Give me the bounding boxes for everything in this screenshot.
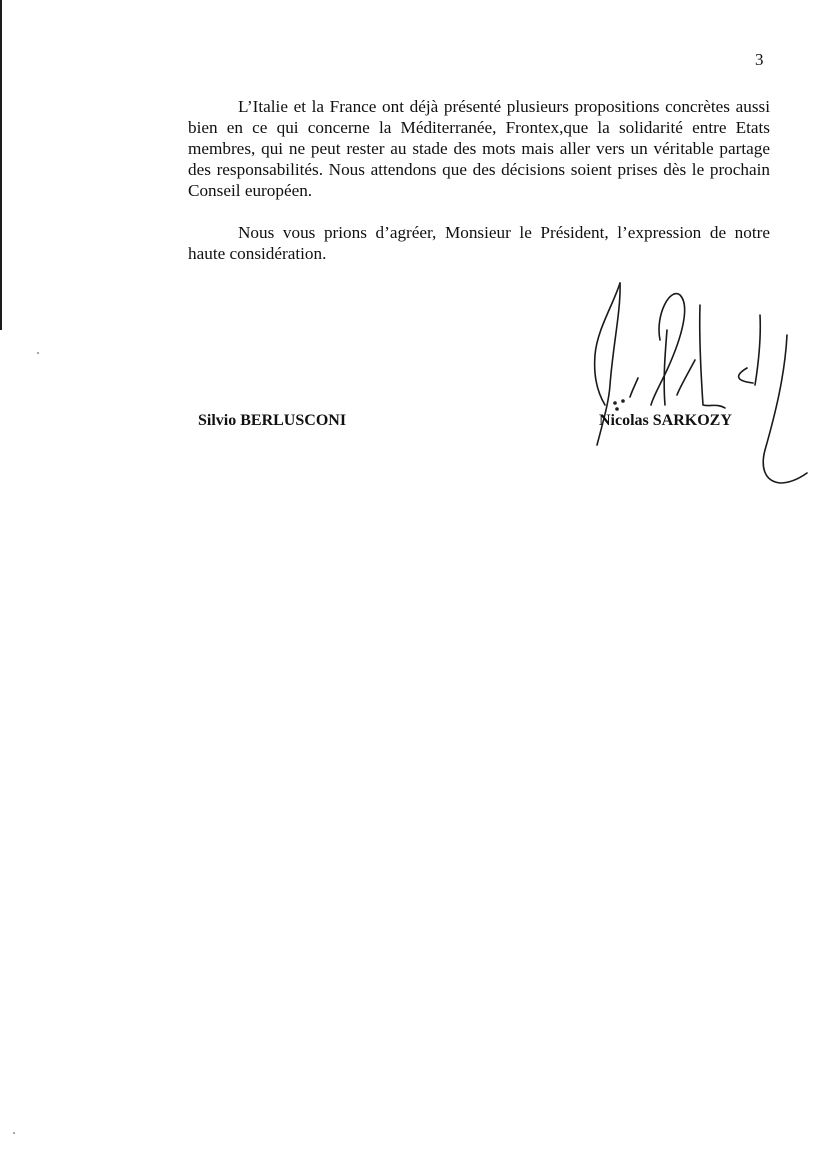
paragraph-proposals: L’Italie et la France ont déjà présenté plusieurs propositions concrètes aussi bien en ce qui concerne la Méditerranée, Frontex,que la solidarité entre Etats membres, qui ne peut rester au stade des mots mais aller vers un véritable partage des responsabilités. Nous attendons que des décisions soient prises dès le prochain Conseil européen. [188,97,770,200]
signature-icon [575,275,815,490]
page-number: 3 [755,50,764,69]
letter-body [188,96,770,285]
scan-edge-line [0,0,2,330]
scan-speck [37,352,39,354]
signatory-sarkozy: Nicolas SARKOZY [599,412,732,429]
scan-speck [13,1132,15,1134]
signatory-berlusconi: Silvio BERLUSCONI [198,412,347,429]
paragraph-closing: Nous vous prions d’agréer, Monsieur le Président, l’expression de notre haute considération. [188,223,770,263]
